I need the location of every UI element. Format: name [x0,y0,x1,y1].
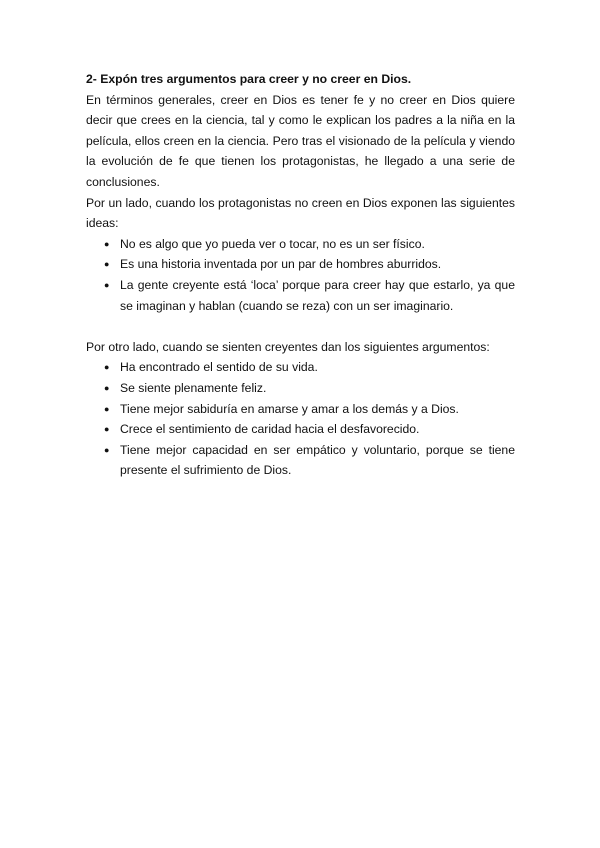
list-item [86,234,515,255]
bullet-icon: ● [104,238,110,249]
list-item [86,357,515,378]
bullet-icon: ● [104,403,110,414]
list-item-text: Es una historia inventada por un par de hombres aburridos. [120,257,442,272]
question-heading: 2- Expón tres argumentos para creer y no creer en Dios. [86,72,412,86]
list-item [86,399,515,420]
blank-line [86,316,515,337]
list-item [86,419,515,440]
list-item [86,254,515,275]
bullet-icon: ● [104,382,110,393]
bullet-icon: ● [104,259,110,270]
list-item-text: Se siente plenamente feliz. [120,380,267,395]
list-item-text: Ha encontrado el sentido de su vida. [120,360,318,375]
list-item-text: Crece el sentimiento de caridad hacia el desfavorecido. [120,422,420,437]
believer-list [86,357,515,481]
list-item-text: Tiene mejor sabiduría en amarse y amar a los demás y a Dios. [120,401,459,416]
list-item [86,378,515,399]
section2-intro: Por otro lado, cuando se sienten creyentes dan los siguientes argumentos: [86,339,490,354]
section1-intro: Por un lado, cuando los protagonistas no creen en Dios exponen las siguientes ideas: [86,195,515,231]
non-believer-list [86,234,515,316]
bullet-icon: ● [104,424,110,435]
list-item [86,275,515,316]
list-item-text: La gente creyente está ‘loca’ porque para creer hay que estarlo, ya que se imaginan y hablan (cuando se reza) con un ser imaginario. [120,277,515,313]
list-item [86,440,515,481]
list-item-text: No es algo que yo pueda ver o tocar, no es un ser físico. [120,236,425,251]
document-body [86,69,515,481]
bullet-icon: ● [104,444,110,455]
bullet-icon: ● [104,362,110,373]
bullet-icon: ● [104,279,110,290]
intro-paragraph: En términos generales, creer en Dios es tener fe y no creer en Dios quiere decir que crees en la ciencia, tal y como le explican los padres a la niña en la película, ellos creen en la ciencia. Pero tras el visionado de la película y viendo la evolución de fe que tienen los protagonistas, he llegado a una serie de conclusiones. [86,92,515,189]
list-item-text: Tiene mejor capacidad en ser empático y voluntario, porque se tiene presente el sufrimiento de Dios. [120,442,515,478]
